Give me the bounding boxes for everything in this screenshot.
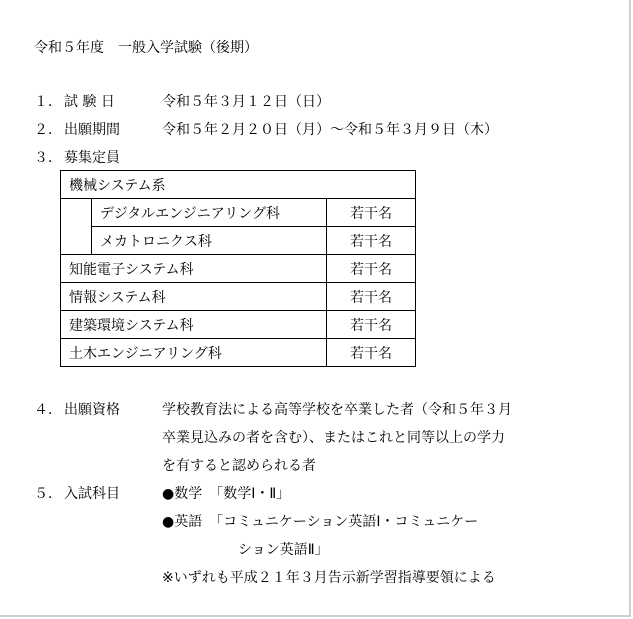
eligibility-line-3: を有すると認められる者	[162, 458, 316, 474]
recruitment-table	[60, 170, 416, 367]
table-row	[61, 199, 416, 227]
group-name-cell: 機械システム系	[61, 171, 416, 199]
table-row	[61, 255, 416, 283]
table-row	[61, 283, 416, 311]
eligibility-line-2: 卒業見込みの者を含む）、またはこれと同等以上の学力	[162, 430, 505, 446]
item-number-2: ２．	[34, 122, 62, 138]
department-count-cell: 若干名	[327, 199, 416, 227]
subjects-label: 入試科目	[64, 486, 120, 502]
application-period-value: 令和５年２月２０日（月）～令和５年３月９日（木）	[162, 122, 498, 138]
table-row	[61, 171, 416, 199]
exam-date-label: 試 験 日	[64, 94, 115, 110]
eligibility-label: 出願資格	[64, 402, 120, 418]
subject-english-line-1: ●英語 「コミュニケーション英語Ⅰ・コミュニケー	[162, 514, 479, 530]
department-count-cell: 若干名	[327, 283, 416, 311]
indent-cell	[61, 199, 92, 255]
department-count-cell: 若干名	[327, 255, 416, 283]
item-number-5: ５．	[34, 486, 62, 502]
eligibility-line-1: 学校教育法による高等学校を卒業した者（令和５年３月	[162, 402, 512, 418]
document-title: 令和５年度 一般入学試験（後期）	[34, 40, 258, 56]
table-row	[61, 311, 416, 339]
recruitment-label: 募集定員	[64, 150, 120, 166]
department-name-cell: 建築環境システム科	[61, 311, 327, 339]
department-name-cell: メカトロニクス科	[92, 227, 327, 255]
department-count-cell: 若干名	[327, 227, 416, 255]
exam-date-value: 令和５年３月１２日（日）	[162, 94, 330, 110]
department-name-cell: デジタルエンジニアリング科	[92, 199, 327, 227]
department-name-cell: 土木エンジニアリング科	[61, 339, 327, 367]
department-name-cell: 情報システム科	[61, 283, 327, 311]
subjects-note: ※いずれも平成２１年３月告示新学習指導要領による	[162, 570, 496, 586]
item-number-4: ４．	[34, 402, 62, 418]
department-name-cell: 知能電子システム科	[61, 255, 327, 283]
table-row	[61, 227, 416, 255]
item-number-1: １．	[34, 94, 62, 110]
table-row	[61, 339, 416, 367]
application-period-label: 出願期間	[64, 122, 120, 138]
department-count-cell: 若干名	[327, 339, 416, 367]
item-number-3: ３．	[34, 150, 62, 166]
department-count-cell: 若干名	[327, 311, 416, 339]
subject-english-line-2: ション英語Ⅱ」	[238, 542, 329, 558]
subject-math: ●数学 「数学Ⅰ・Ⅱ」	[162, 486, 291, 502]
